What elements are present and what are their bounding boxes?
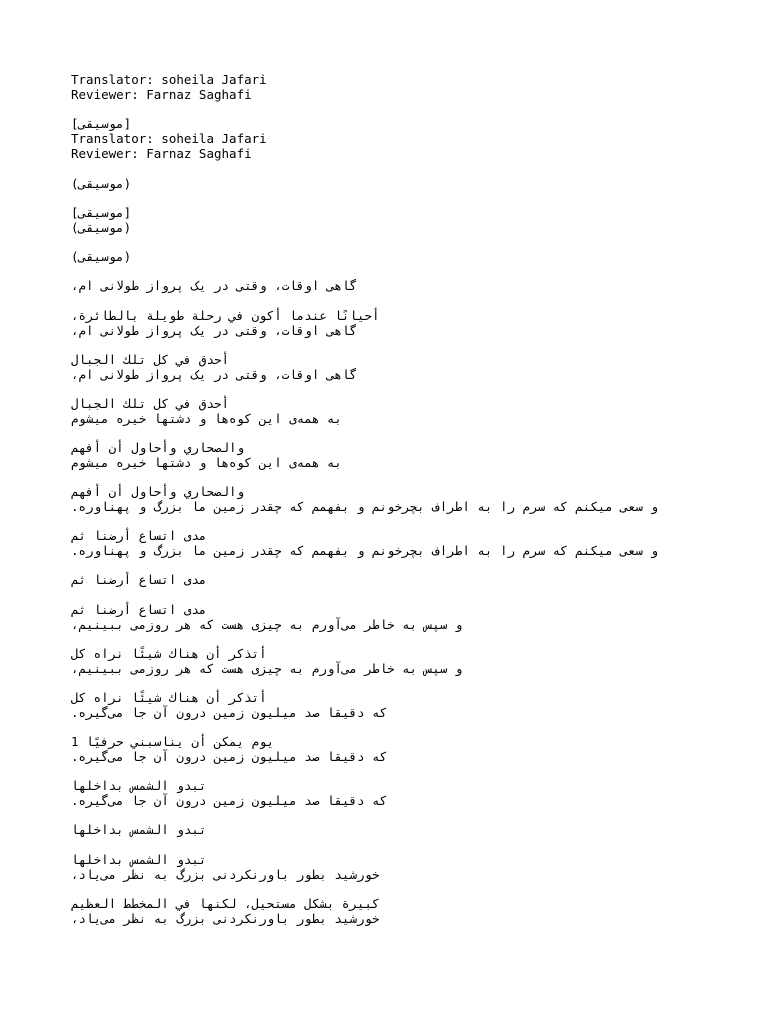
subtitle-line: أتذكر أن هناك شيئًا نراه كل — [71, 646, 267, 661]
translator-credit: Translator: soheila Jafari — [71, 72, 267, 87]
subtitle-line: خورشید بطور باورنکردنی بزرگ به نظر می‌یاد، — [71, 911, 380, 926]
subtitle-line: أحدق في كل تلك الجبال — [71, 352, 230, 367]
subtitle-line: که دقیقا صد میلیون زمین درون آن جا می‌گیره. — [71, 749, 388, 764]
subtitle-line: و سپس به خاطر می‌آورم به چیزی هست که هر روزمی ببینیم، — [71, 617, 463, 632]
subtitle-line: به همه‌ی این کوه‌ها و دشتها خیره میشوم — [71, 411, 342, 426]
subtitle-line: گاهی اوقات، وقتی در یک پرواز طولانی ام، — [71, 367, 357, 382]
subtitle-line: تبدو الشمس بداخلها — [71, 852, 207, 867]
subtitle-line: مدى اتساع أرضنا ثم — [71, 528, 207, 543]
subtitle-line: أتذكر أن هناك شيئًا نراه كل — [71, 690, 267, 705]
subtitle-line: تبدو الشمس بداخلها — [71, 778, 207, 793]
subtitle-line: که دقیقا صد میلیون زمین درون آن جا می‌گیره. — [71, 705, 388, 720]
subtitle-line: مدى اتساع أرضنا ثم — [71, 602, 207, 617]
reviewer-credit: Reviewer: Farnaz Saghafi — [71, 87, 252, 102]
subtitle-line: و سعی میکنم که سرم را به اطراف بچرخونم و بفهمم که چقدر زمین ما بزرگ و پهناوره. — [71, 499, 658, 514]
subtitle-line: [موسیقی] — [71, 205, 132, 220]
translator-credit: Translator: soheila Jafari — [71, 131, 267, 146]
subtitle-line: و سپس به خاطر می‌آورم به چیزی هست که هر روزمی ببینیم، — [71, 661, 463, 676]
subtitle-line: خورشید بطور باورنکردنی بزرگ به نظر می‌یاد، — [71, 867, 380, 882]
subtitle-line: (موسيقى) — [71, 220, 132, 235]
subtitle-line: أحيانًا عندما أكون في رحلة طويلة بالطائرة، — [71, 308, 380, 323]
subtitle-line: كبيرة بشكل مستحيل، لكنها في المخطط العظيم — [71, 896, 380, 911]
subtitle-line: به همه‌ی این کوه‌ها و دشتها خیره میشوم — [71, 455, 342, 470]
subtitle-line: والصحاري وأحاول أن أفهم — [71, 484, 245, 499]
subtitle-line: مدى اتساع أرضنا ثم — [71, 572, 207, 587]
subtitle-line: گاهی اوقات، وقتی در یک پرواز طولانی ام، — [71, 278, 357, 293]
subtitle-line: يوم يمكن أن يناسبني حرفيًا 1 — [71, 734, 275, 749]
subtitle-line: تبدو الشمس بداخلها — [71, 822, 207, 837]
subtitle-line: [موسیقی] — [71, 116, 132, 131]
subtitle-line: (موسيقى) — [71, 249, 132, 264]
subtitle-line: (موسيقى) — [71, 176, 132, 191]
subtitle-line: أحدق في كل تلك الجبال — [71, 396, 230, 411]
subtitle-line: و سعی میکنم که سرم را به اطراف بچرخونم و بفهمم که چقدر زمین ما بزرگ و پهناوره. — [71, 543, 658, 558]
reviewer-credit: Reviewer: Farnaz Saghafi — [71, 146, 252, 161]
subtitle-line: والصحاري وأحاول أن أفهم — [71, 440, 245, 455]
subtitle-line: گاهی اوقات، وقتی در یک پرواز طولانی ام، — [71, 323, 357, 338]
subtitle-line: که دقیقا صد میلیون زمین درون آن جا می‌گیره. — [71, 793, 388, 808]
